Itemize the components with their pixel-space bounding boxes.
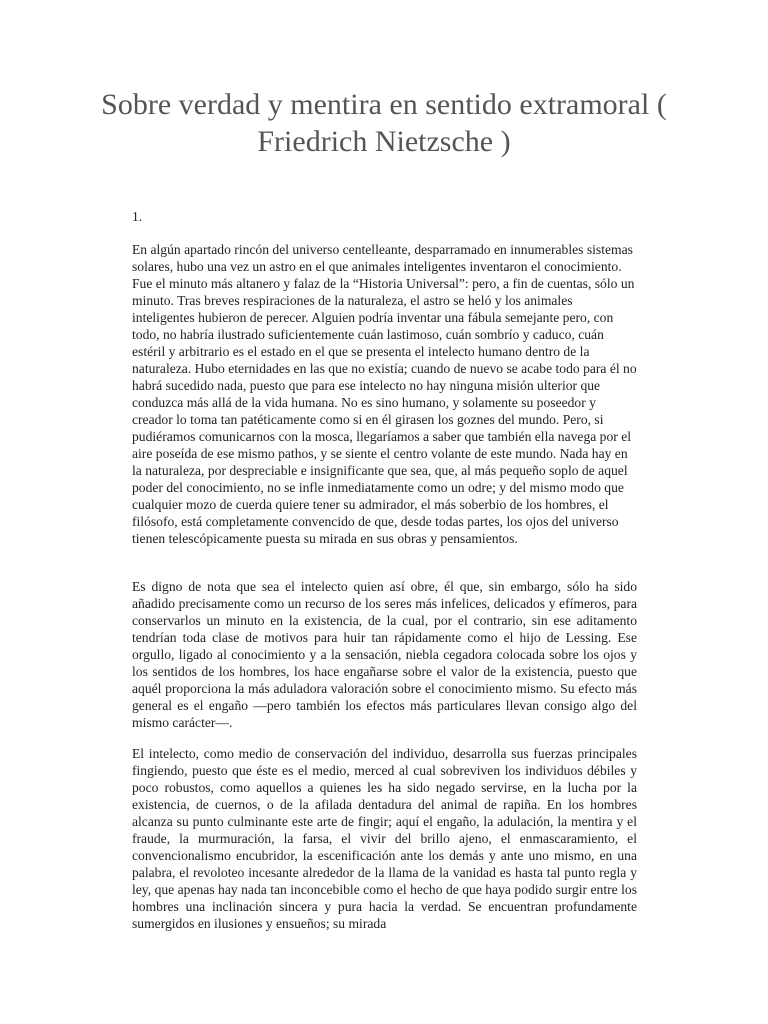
paragraph-1: En algún apartado rincón del universo centelleante, desparramado en innumerables sistemas solares, hubo una vez un astro en el que animales inteligentes inventaron el conocimiento. Fue el minuto más altanero y falaz de la “Historia Universal”: pero, a fin de cuentas, sólo un minuto. Tras breves respiraciones de la naturaleza, el astro se heló y los animales inteligentes hubieron de perecer. Alguien podría inventar una fábula semejante pero, con todo, no habría ilustrado suficientemente cuán lastimoso, cuán sombrío y caduco, cuán estéril y arbitrario es el estado en el que se presenta el intelecto humano dentro de la naturaleza. Hubo eternidades en las que no existía; cuando de nuevo se acabe todo para él no habrá sucedido nada, puesto que para ese intelecto no hay ninguna misión ulterior que conduzca más allá de la vida humana. No es sino humano, y solamente su poseedor y creador lo toma tan patéticamente como si en él girasen los goznes del mundo. Pero, si pudiéramos comunicarnos con la mosca, llegaríamos a saber que también ella navega por el aire poseída de ese mismo pathos, y se siente el centro volante de este mundo. Nada hay en la naturaleza, por despreciable e insignificante que sea, que, al más pequeño soplo de aquel poder del conocimiento, no se infle inmediatamente como un odre; y del mismo modo que cualquier mozo de cuerda quiere tener su admirador, el más soberbio de los hombres, el filósofo, está completamente convencido de que, desde todas partes, los ojos del universo tienen telescópicamente puesta su mirada en sus obras y pensamientos.	[132, 242, 637, 546]
paragraph-2: Es digno de nota que sea el intelecto quien así obre, él que, sin embargo, sólo ha sido añadido precisamente como un recurso de los seres más infelices, delicados y efímeros, para conservarlos un minuto en la existencia, de la cual, por el contrario, sin ese aditamento tendrían toda clase de motivos para huir tan rápidamente como el hijo de Lessing. Ese orgullo, ligado al conocimiento y a la sensación, niebla cegadora colocada sobre los ojos y los sentidos de los hombres, los hace engañarse sobre el valor de la existencia, puesto que aquél proporciona la más aduladora valoración sobre el conocimiento mismo. Su efecto más general es el engaño —pero también los efectos más particulares llevan consigo algo del mismo carácter—.	[132, 579, 637, 730]
section-number: 1.	[132, 209, 143, 224]
paragraph-3: El intelecto, como medio de conservación del individuo, desarrolla sus fuerzas principales fingiendo, puesto que éste es el medio, merced al cual sobreviven los individuos débiles y poco robustos, como aquellos a quienes les ha sido negado servirse, en la lucha por la existencia, de cuernos, o de la afilada dentadura del animal de rapiña. En los hombres alcanza su punto culminante este arte de fingir; aquí el engaño, la adulación, la mentira y el fraude, la murmuración, la farsa, el vivir del brillo ajeno, el enmascaramiento, el convencionalismo encubridor, la escenificación ante los demás y ante uno mismo, en una palabra, el revoloteo incesante alrededor de la llama de la vanidad es hasta tal punto regla y ley, que apenas hay nada tan inconcebible como el hecho de que haya podido surgir entre los hombres una inclinación sincera y pura hacia la verdad. Se encuentran profundamente sumergidos en ilusiones y ensueños; su mirada	[132, 746, 637, 931]
document-title: Sobre verdad y mentira en sentido extramoral ( Friedrich Nietzsche )	[101, 88, 667, 158]
